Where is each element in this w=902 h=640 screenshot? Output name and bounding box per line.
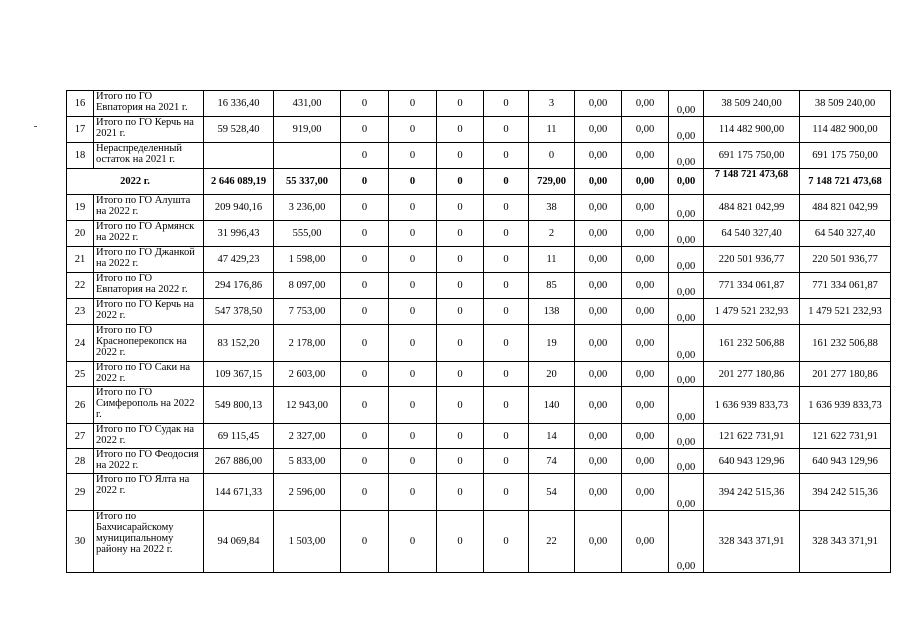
cell-c8: 0,00	[669, 424, 704, 449]
table-row	[67, 325, 891, 362]
cell-c6: 0,00	[575, 424, 622, 449]
cell-c7: 0,00	[622, 424, 669, 449]
table-row	[67, 362, 891, 387]
cell-c6: 0,00	[575, 273, 622, 299]
cell-c7: 0,00	[622, 299, 669, 325]
row-number: 20	[67, 221, 94, 247]
cell-c8: 0,00	[669, 511, 704, 573]
cell-c6: 0,00	[575, 325, 622, 362]
cell-c3: 0	[437, 325, 484, 362]
cell-c5: 14	[529, 424, 575, 449]
cell-c4: 0	[484, 299, 529, 325]
row-number: 19	[67, 195, 94, 221]
cell-c3: 0	[437, 247, 484, 273]
cell-count: 431,00	[274, 91, 341, 117]
cell-c2: 0	[389, 325, 437, 362]
cell-c1: 0	[341, 117, 389, 143]
cell-count: 555,00	[274, 221, 341, 247]
cell-c4: 0	[484, 91, 529, 117]
cell-area: 294 176,86	[204, 273, 274, 299]
cell-c8: 0,00	[669, 91, 704, 117]
row-name: Итого по ГО Керчь на 2021 г.	[94, 117, 204, 143]
row-name: Итого по ГО Симферополь на 2022 г.	[94, 387, 204, 424]
cell-c4: 0	[484, 511, 529, 573]
cell-c9: 691 175 750,00	[704, 143, 800, 169]
cell-c1: 0	[341, 273, 389, 299]
cell-c7: 0,00	[622, 511, 669, 573]
cell-c9: 121 622 731,91	[704, 424, 800, 449]
table-row	[67, 247, 891, 273]
cell-c10: 121 622 731,91	[800, 424, 891, 449]
cell-c8: 0,00	[669, 362, 704, 387]
cell-c8: 0,00	[669, 247, 704, 273]
cell-count: 2 327,00	[274, 424, 341, 449]
cell-c1: 0	[341, 424, 389, 449]
cell-c5: 140	[529, 387, 575, 424]
cell-area: 209 940,16	[204, 195, 274, 221]
cell-c7: 0,00	[622, 474, 669, 511]
cell-c2: 0	[389, 299, 437, 325]
cell-c7: 0,00	[622, 195, 669, 221]
cell-c4: 0	[484, 247, 529, 273]
cell-c10: 220 501 936,77	[800, 247, 891, 273]
cell-c4: 0	[484, 143, 529, 169]
cell-c1: 0	[341, 195, 389, 221]
cell-c1: 0	[341, 299, 389, 325]
cell-c10: 201 277 180,86	[800, 362, 891, 387]
cell-count: 1 503,00	[274, 511, 341, 573]
row-name: Итого по ГО Армянск на 2022 г.	[94, 221, 204, 247]
cell-area: 69 115,45	[204, 424, 274, 449]
cell-c7: 0,00	[622, 449, 669, 474]
cell-c3: 0	[437, 117, 484, 143]
cell-c2: 0	[389, 511, 437, 573]
cell-area: 144 671,33	[204, 474, 274, 511]
row-number: 25	[67, 362, 94, 387]
cell-c3: 0	[437, 91, 484, 117]
cell-c7: 0,00	[622, 362, 669, 387]
cell-c2: 0	[389, 474, 437, 511]
row-number: 30	[67, 511, 94, 573]
cell-c7: 0,00	[622, 169, 669, 195]
cell-c10: 1 479 521 232,93	[800, 299, 891, 325]
cell-c5: 11	[529, 117, 575, 143]
cell-c4: 0	[484, 449, 529, 474]
table-row	[67, 511, 891, 573]
row-number: 28	[67, 449, 94, 474]
row-number: 22	[67, 273, 94, 299]
cell-area: 94 069,84	[204, 511, 274, 573]
row-name: Итого по ГО Керчь на 2022 г.	[94, 299, 204, 325]
cell-count: 5 833,00	[274, 449, 341, 474]
cell-c7: 0,00	[622, 247, 669, 273]
row-number: 17	[67, 117, 94, 143]
cell-c5: 74	[529, 449, 575, 474]
cell-area: 2 646 089,19	[204, 169, 274, 195]
cell-c2: 0	[389, 424, 437, 449]
cell-c10: 771 334 061,87	[800, 273, 891, 299]
cell-c8: 0,00	[669, 449, 704, 474]
cell-c5: 20	[529, 362, 575, 387]
cell-c9: 640 943 129,96	[704, 449, 800, 474]
cell-c9: 484 821 042,99	[704, 195, 800, 221]
cell-c6: 0,00	[575, 91, 622, 117]
cell-c9: 394 242 515,36	[704, 474, 800, 511]
cell-c4: 0	[484, 169, 529, 195]
data-table	[66, 90, 891, 573]
cell-c2: 0	[389, 195, 437, 221]
cell-c10: 484 821 042,99	[800, 195, 891, 221]
cell-c3: 0	[437, 299, 484, 325]
cell-c9: 328 343 371,91	[704, 511, 800, 573]
cell-c5: 729,00	[529, 169, 575, 195]
cell-c4: 0	[484, 273, 529, 299]
cell-area: 16 336,40	[204, 91, 274, 117]
table-row	[67, 117, 891, 143]
cell-count: 3 236,00	[274, 195, 341, 221]
cell-c7: 0,00	[622, 91, 669, 117]
table-row	[67, 91, 891, 117]
row-name: Итого по ГО Красноперекопск на 2022 г.	[94, 325, 204, 362]
table-row	[67, 143, 891, 169]
cell-area: 109 367,15	[204, 362, 274, 387]
cell-c9: 1 636 939 833,73	[704, 387, 800, 424]
cell-c10: 394 242 515,36	[800, 474, 891, 511]
cell-c6: 0,00	[575, 221, 622, 247]
cell-area: 59 528,40	[204, 117, 274, 143]
row-name: Итого по ГО Ялта на 2022 г.	[94, 474, 204, 511]
cell-c9: 220 501 936,77	[704, 247, 800, 273]
cell-c5: 38	[529, 195, 575, 221]
cell-c9: 771 334 061,87	[704, 273, 800, 299]
cell-c5: 0	[529, 143, 575, 169]
cell-area: 83 152,20	[204, 325, 274, 362]
cell-c4: 0	[484, 474, 529, 511]
table-row	[67, 299, 891, 325]
cell-c6: 0,00	[575, 474, 622, 511]
cell-c6: 0,00	[575, 169, 622, 195]
cell-c6: 0,00	[575, 362, 622, 387]
cell-c10: 114 482 900,00	[800, 117, 891, 143]
cell-c8: 0,00	[669, 387, 704, 424]
cell-area: 549 800,13	[204, 387, 274, 424]
cell-c4: 0	[484, 221, 529, 247]
cell-c5: 2	[529, 221, 575, 247]
cell-count: 7 753,00	[274, 299, 341, 325]
table-row	[67, 474, 891, 511]
cell-c4: 0	[484, 424, 529, 449]
cell-c1: 0	[341, 143, 389, 169]
cell-c2: 0	[389, 221, 437, 247]
year-label: 2022 г.	[67, 169, 204, 195]
cell-area: 47 429,23	[204, 247, 274, 273]
row-number: 23	[67, 299, 94, 325]
cell-area: 547 378,50	[204, 299, 274, 325]
cell-c4: 0	[484, 362, 529, 387]
cell-c7: 0,00	[622, 221, 669, 247]
cell-c1: 0	[341, 511, 389, 573]
cell-c9: 1 479 521 232,93	[704, 299, 800, 325]
cell-c2: 0	[389, 143, 437, 169]
cell-c2: 0	[389, 169, 437, 195]
cell-c7: 0,00	[622, 117, 669, 143]
cell-c10: 691 175 750,00	[800, 143, 891, 169]
cell-c7: 0,00	[622, 273, 669, 299]
row-name: Итого по Бахчисарайскому муниципальному району на 2022 г.	[94, 511, 204, 573]
cell-c3: 0	[437, 143, 484, 169]
cell-c1: 0	[341, 169, 389, 195]
row-number: 26	[67, 387, 94, 424]
row-number: 21	[67, 247, 94, 273]
cell-c10: 161 232 506,88	[800, 325, 891, 362]
cell-count: 1 598,00	[274, 247, 341, 273]
row-name: Итого по ГО Джанкой на 2022 г.	[94, 247, 204, 273]
cell-c9: 38 509 240,00	[704, 91, 800, 117]
cell-c2: 0	[389, 247, 437, 273]
cell-c4: 0	[484, 117, 529, 143]
cell-c10: 64 540 327,40	[800, 221, 891, 247]
cell-c1: 0	[341, 325, 389, 362]
cell-c2: 0	[389, 387, 437, 424]
cell-c3: 0	[437, 195, 484, 221]
cell-c3: 0	[437, 221, 484, 247]
cell-count: 919,00	[274, 117, 341, 143]
cell-c8: 0,00	[669, 143, 704, 169]
row-number: 18	[67, 143, 94, 169]
cell-c10: 1 636 939 833,73	[800, 387, 891, 424]
cell-c8: 0,00	[669, 273, 704, 299]
cell-c5: 3	[529, 91, 575, 117]
cell-c3: 0	[437, 474, 484, 511]
cell-c8: 0,00	[669, 325, 704, 362]
cell-c6: 0,00	[575, 195, 622, 221]
cell-area: 31 996,43	[204, 221, 274, 247]
cell-c1: 0	[341, 387, 389, 424]
cell-c5: 22	[529, 511, 575, 573]
row-name: Нераспределенный остаток на 2021 г.	[94, 143, 204, 169]
cell-c6: 0,00	[575, 117, 622, 143]
table-row	[67, 195, 891, 221]
table-row	[67, 221, 891, 247]
cell-c2: 0	[389, 91, 437, 117]
cell-c1: 0	[341, 449, 389, 474]
row-name: Итого по ГО Саки на 2022 г.	[94, 362, 204, 387]
row-number: 29	[67, 474, 94, 511]
row-name: Итого по ГО Алушта на 2022 г.	[94, 195, 204, 221]
cell-c3: 0	[437, 511, 484, 573]
cell-c3: 0	[437, 449, 484, 474]
cell-area: 267 886,00	[204, 449, 274, 474]
year-row	[67, 169, 891, 195]
cell-c8: 0,00	[669, 117, 704, 143]
cell-c5: 54	[529, 474, 575, 511]
cell-c1: 0	[341, 474, 389, 511]
row-number: 24	[67, 325, 94, 362]
cell-c2: 0	[389, 273, 437, 299]
cell-count: 2 603,00	[274, 362, 341, 387]
cell-c3: 0	[437, 424, 484, 449]
cell-count: 12 943,00	[274, 387, 341, 424]
cell-c6: 0,00	[575, 143, 622, 169]
cell-count: 55 337,00	[274, 169, 341, 195]
cell-c6: 0,00	[575, 511, 622, 573]
cell-c4: 0	[484, 325, 529, 362]
scan-speck	[34, 126, 37, 127]
cell-c7: 0,00	[622, 325, 669, 362]
cell-c4: 0	[484, 195, 529, 221]
cell-count	[274, 143, 341, 169]
cell-c3: 0	[437, 387, 484, 424]
cell-c9: 161 232 506,88	[704, 325, 800, 362]
cell-c8: 0,00	[669, 299, 704, 325]
table-row	[67, 424, 891, 449]
row-name: Итого по ГО Евпатория на 2022 г.	[94, 273, 204, 299]
cell-c3: 0	[437, 362, 484, 387]
cell-c5: 138	[529, 299, 575, 325]
cell-c6: 0,00	[575, 449, 622, 474]
cell-c6: 0,00	[575, 299, 622, 325]
cell-c3: 0	[437, 169, 484, 195]
cell-c9: 64 540 327,40	[704, 221, 800, 247]
cell-count: 8 097,00	[274, 273, 341, 299]
cell-c8: 0,00	[669, 474, 704, 511]
row-number: 27	[67, 424, 94, 449]
cell-area	[204, 143, 274, 169]
cell-c9: 114 482 900,00	[704, 117, 800, 143]
cell-c2: 0	[389, 449, 437, 474]
cell-c10: 7 148 721 473,68	[800, 169, 891, 195]
cell-c7: 0,00	[622, 143, 669, 169]
cell-c3: 0	[437, 273, 484, 299]
row-name: Итого по ГО Феодосия на 2022 г.	[94, 449, 204, 474]
row-name: Итого по ГО Евпатория на 2021 г.	[94, 91, 204, 117]
cell-c7: 0,00	[622, 387, 669, 424]
cell-count: 2 596,00	[274, 474, 341, 511]
cell-c1: 0	[341, 362, 389, 387]
cell-c5: 85	[529, 273, 575, 299]
cell-c8: 0,00	[669, 169, 704, 195]
cell-c5: 11	[529, 247, 575, 273]
cell-c1: 0	[341, 247, 389, 273]
table-body	[67, 91, 891, 573]
cell-c2: 0	[389, 362, 437, 387]
cell-c1: 0	[341, 221, 389, 247]
cell-c6: 0,00	[575, 387, 622, 424]
cell-c8: 0,00	[669, 221, 704, 247]
cell-c2: 0	[389, 117, 437, 143]
cell-c10: 328 343 371,91	[800, 511, 891, 573]
cell-c9: 7 148 721 473,68	[704, 169, 800, 195]
cell-c4: 0	[484, 387, 529, 424]
cell-c10: 38 509 240,00	[800, 91, 891, 117]
table-row	[67, 273, 891, 299]
cell-c1: 0	[341, 91, 389, 117]
cell-count: 2 178,00	[274, 325, 341, 362]
cell-c6: 0,00	[575, 247, 622, 273]
cell-c5: 19	[529, 325, 575, 362]
table-row	[67, 449, 891, 474]
cell-c10: 640 943 129,96	[800, 449, 891, 474]
cell-c8: 0,00	[669, 195, 704, 221]
table-row	[67, 387, 891, 424]
row-number: 16	[67, 91, 94, 117]
cell-c9: 201 277 180,86	[704, 362, 800, 387]
row-name: Итого по ГО Судак на 2022 г.	[94, 424, 204, 449]
